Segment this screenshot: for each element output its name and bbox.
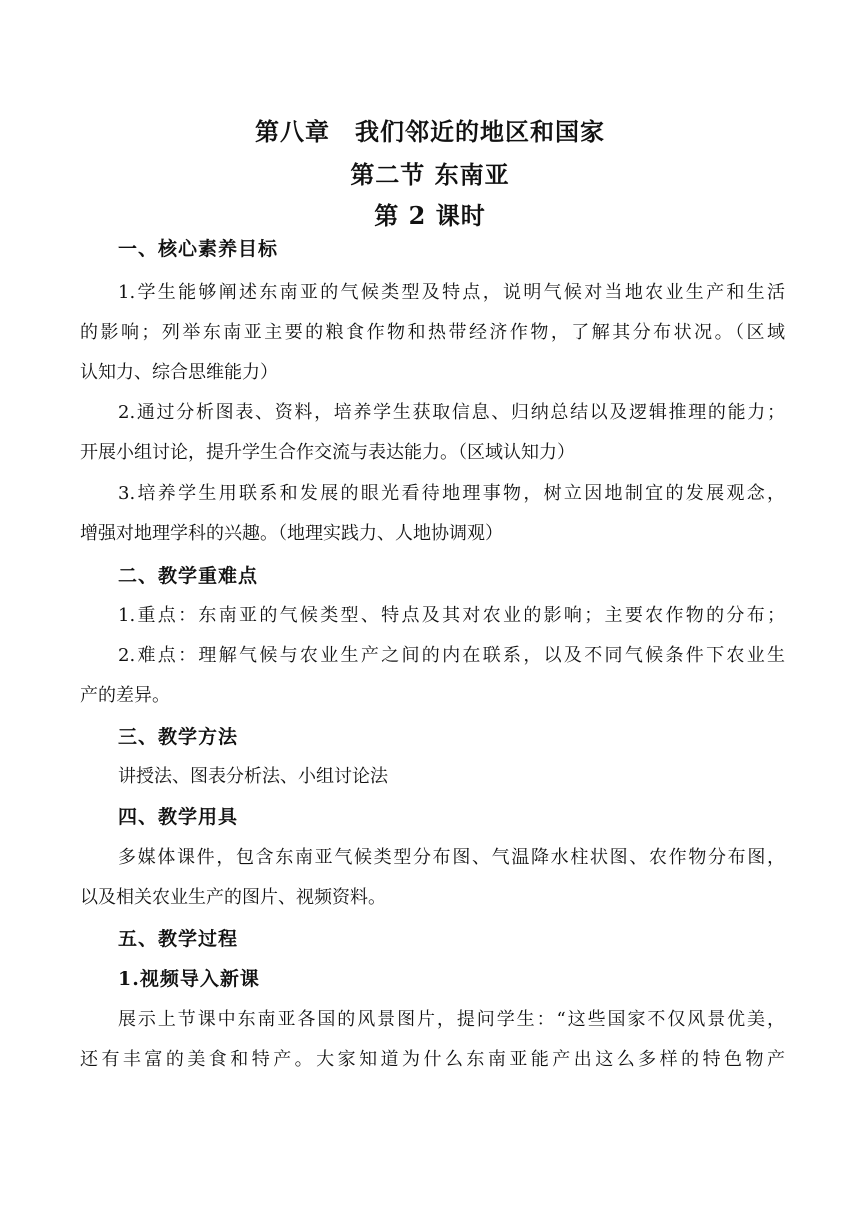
difficulty-line-2: 产的差异。: [80, 685, 170, 706]
objective-1-line-2: 的影响；列举东南亚主要的粮食作物和热带经济作物，了解其分布状况。（区域: [80, 322, 785, 343]
section-heading-key-points: 二、教学重难点: [118, 565, 259, 587]
process-line-2: 还有丰富的美食和特产。大家知道为什么东南亚能产出这么多样的特色物产: [80, 1049, 785, 1070]
section-heading-objectives: 一、核心素养目标: [118, 238, 279, 260]
section-title: 第二节 东南亚: [350, 160, 510, 189]
lesson-title: 第 2 课时: [374, 201, 486, 230]
objective-1-line-1: 1.学生能够阐述东南亚的气候类型及特点，说明气候对当地农业生产和生活: [118, 282, 785, 303]
tools-line-1: 多媒体课件，包含东南亚气候类型分布图、气温降水柱状图、农作物分布图，: [118, 847, 785, 868]
objective-2-line-1: 2.通过分析图表、资料，培养学生获取信息、归纳总结以及逻辑推理的能力；: [118, 402, 785, 423]
section-heading-process: 五、教学过程: [118, 928, 239, 950]
objective-3-line-1: 3.培养学生用联系和发展的眼光看待地理事物，树立因地制宜的发展观念，: [118, 483, 785, 504]
objective-3-line-2: 增强对地理学科的兴趣。（地理实践力、人地协调观）: [80, 523, 503, 544]
key-point-line: 1.重点：东南亚的气候类型、特点及其对农业的影响；主要农作物的分布；: [118, 605, 785, 626]
process-line-1: 展示上节课中东南亚各国的风景图片，提问学生：“这些国家不仅风景优美，: [118, 1009, 785, 1030]
difficulty-line-1: 2.难点：理解气候与农业生产之间的内在联系，以及不同气候条件下农业生: [118, 645, 785, 666]
subsection-heading-video-intro: 1.视频导入新课: [118, 968, 260, 990]
section-heading-methods: 三、教学方法: [118, 726, 239, 748]
chapter-title: 第八章 我们邻近的地区和国家: [255, 117, 605, 146]
methods-line: 讲授法、图表分析法、小组讨论法: [118, 766, 388, 787]
objective-2-line-2: 开展小组讨论，提升学生合作交流与表达能力。（区域认知力）: [80, 442, 575, 463]
section-heading-tools: 四、教学用具: [118, 806, 239, 828]
tools-line-2: 以及相关农业生产的图片、视频资料。: [80, 887, 386, 908]
objective-1-line-3: 认知力、综合思维能力）: [80, 362, 278, 383]
